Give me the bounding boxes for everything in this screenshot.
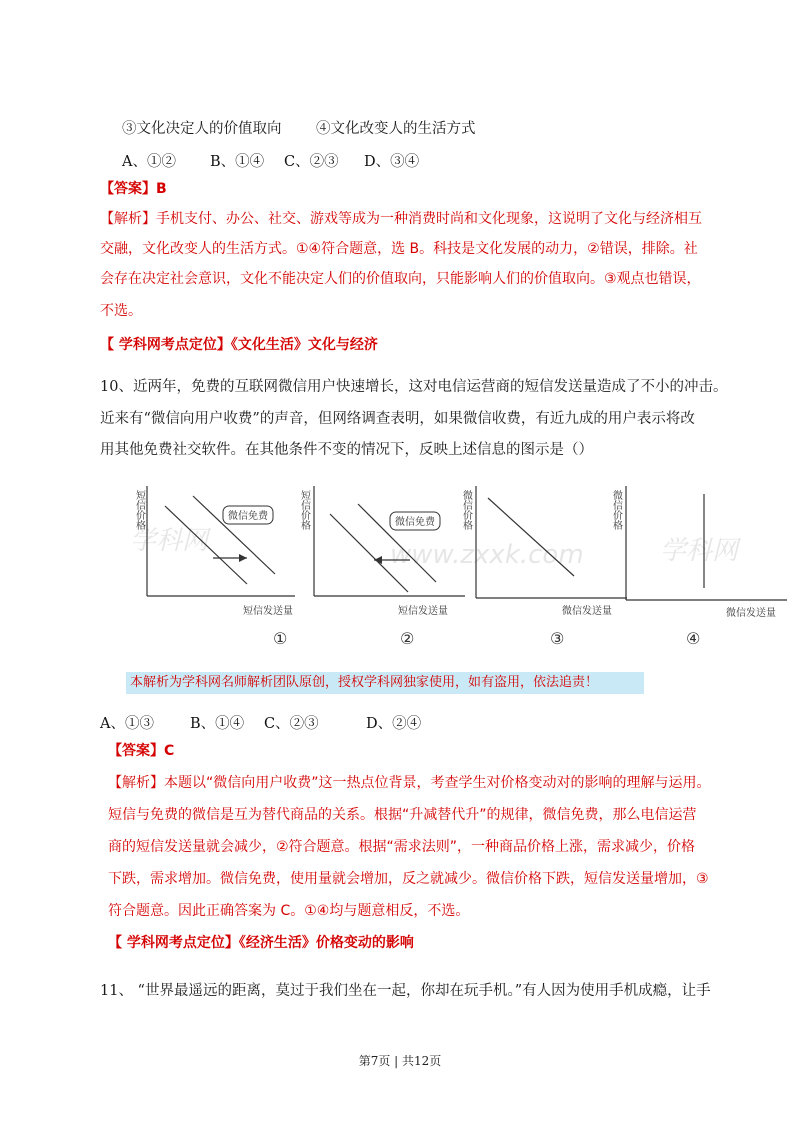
graph-2-ylabel: 短信价格 xyxy=(298,490,310,530)
graph-4-number: ④ xyxy=(686,629,701,648)
graph-3-ylabel: 微信价格 xyxy=(460,490,472,530)
q9-analysis-line: 会存在决定社会意识，文化不能决定人们的价值取向，只能影响人们的价值取向。③观点也错误， xyxy=(100,271,701,287)
q10-stem-line: 近来有“微信向用户收费”的声音，但网络调查表明，如果微信收费，有近九成的用户表示将改 xyxy=(100,411,695,427)
graph-1-number: ① xyxy=(273,629,288,648)
graph-1-ylabel: 短信价格 xyxy=(133,490,145,530)
q9-answer: 【答案】B xyxy=(100,181,167,197)
graph-1 xyxy=(135,476,305,656)
q9-choice-c: C、②③ xyxy=(284,154,339,170)
graph-1-tag: 微信免费 xyxy=(228,511,268,522)
graph-2-number: ② xyxy=(400,629,415,648)
graph-3-number: ③ xyxy=(550,629,565,648)
watermark: www.zxxk.com xyxy=(390,540,584,570)
q10-analysis-line: 下跌，需求增加。微信免费，使用量就会增加，反之就减少。微信价格下跌，短信发送量增加，③ xyxy=(108,871,709,887)
q10-analysis-line: 短信与免费的微信是互为替代商品的关系。根据“升减替代升”的规律，微信免费，那么电信运营 xyxy=(108,807,697,823)
q10-choice-c: C、②③ xyxy=(264,716,319,732)
graph-1-xlabel: 短信发送量 xyxy=(243,606,293,617)
q9-option-4: ④文化改变人的生活方式 xyxy=(316,121,476,137)
q9-analysis-line: 【解析】手机支付、办公、社交、游戏等成为一种消费时尚和文化现象，这说明了文化与经济相互 xyxy=(100,211,702,227)
watermark: 学科网 xyxy=(660,536,739,566)
q10-answer: 【答案】C xyxy=(108,743,175,759)
graph-3 xyxy=(462,476,632,656)
copyright-banner: 本解析为学科网名师解析团队原创，授权学科网独家使用，如有盗用，依法追责！ xyxy=(126,672,644,694)
graph-4-ylabel: 微信价格 xyxy=(610,490,622,530)
q9-analysis-line: 交融，文化改变人的生活方式。①④符合题意，选 B。科技是文化发展的动力，②错误，排除。社 xyxy=(100,241,698,257)
graph-3-xlabel: 微信发送量 xyxy=(562,606,612,617)
graph-4 xyxy=(612,476,792,656)
q9-option-3: ③文化决定人的价值取向 xyxy=(122,121,282,137)
q10-choice-b: B、①④ xyxy=(190,716,245,732)
q9-analysis-line: 不选。 xyxy=(100,303,142,319)
q9-choice-b: B、①④ xyxy=(210,154,265,170)
q9-choice-a: A、①② xyxy=(122,154,176,170)
graph-4-xlabel: 微信发送量 xyxy=(726,608,776,619)
q9-choice-d: D、③④ xyxy=(364,154,420,170)
graph-2-xlabel: 短信发送量 xyxy=(398,606,448,617)
page-footer: 第7页 | 共12页 xyxy=(358,1054,442,1068)
q10-analysis-line: 商的短信发送量就会减少，②符合题意。根据“需求法则”，一种商品价格上涨，需求减少，价格 xyxy=(108,839,696,855)
q10-choice-d: D、②④ xyxy=(366,716,422,732)
q10-analysis-line: 【解析】本题以“微信向用户收费”这一热点位背景，考查学生对价格变动对的影响的理解与运用。 xyxy=(108,775,711,791)
graph-2 xyxy=(300,476,470,656)
q10-position: 【 学科网考点定位】《经济生活》价格变动的影响 xyxy=(108,935,414,951)
q10-analysis-line: 符合题意。因此正确答案为 C。①④均与题意相反，不选。 xyxy=(108,903,470,919)
graph-2-tag: 微信免费 xyxy=(395,517,435,528)
watermark: 学科网 xyxy=(130,526,209,556)
q10-stem-line: 10、近两年，免费的互联网微信用户快速增长，这对电信运营商的短信发送量造成了不小的冲击。 xyxy=(100,379,728,395)
q9-position: 【 学科网考点定位】《文化生活》文化与经济 xyxy=(100,337,378,353)
q10-choice-a: A、①③ xyxy=(100,716,154,732)
q11-stem: 11、 “世界最遥远的距离，莫过于我们坐在一起，你却在玩手机。”有人因为使用手机成瘾，让手 xyxy=(100,983,711,999)
q10-stem-line: 用其他免费社交软件。在其他条件不变的情况下，反映上述信息的图示是（） xyxy=(100,442,593,458)
